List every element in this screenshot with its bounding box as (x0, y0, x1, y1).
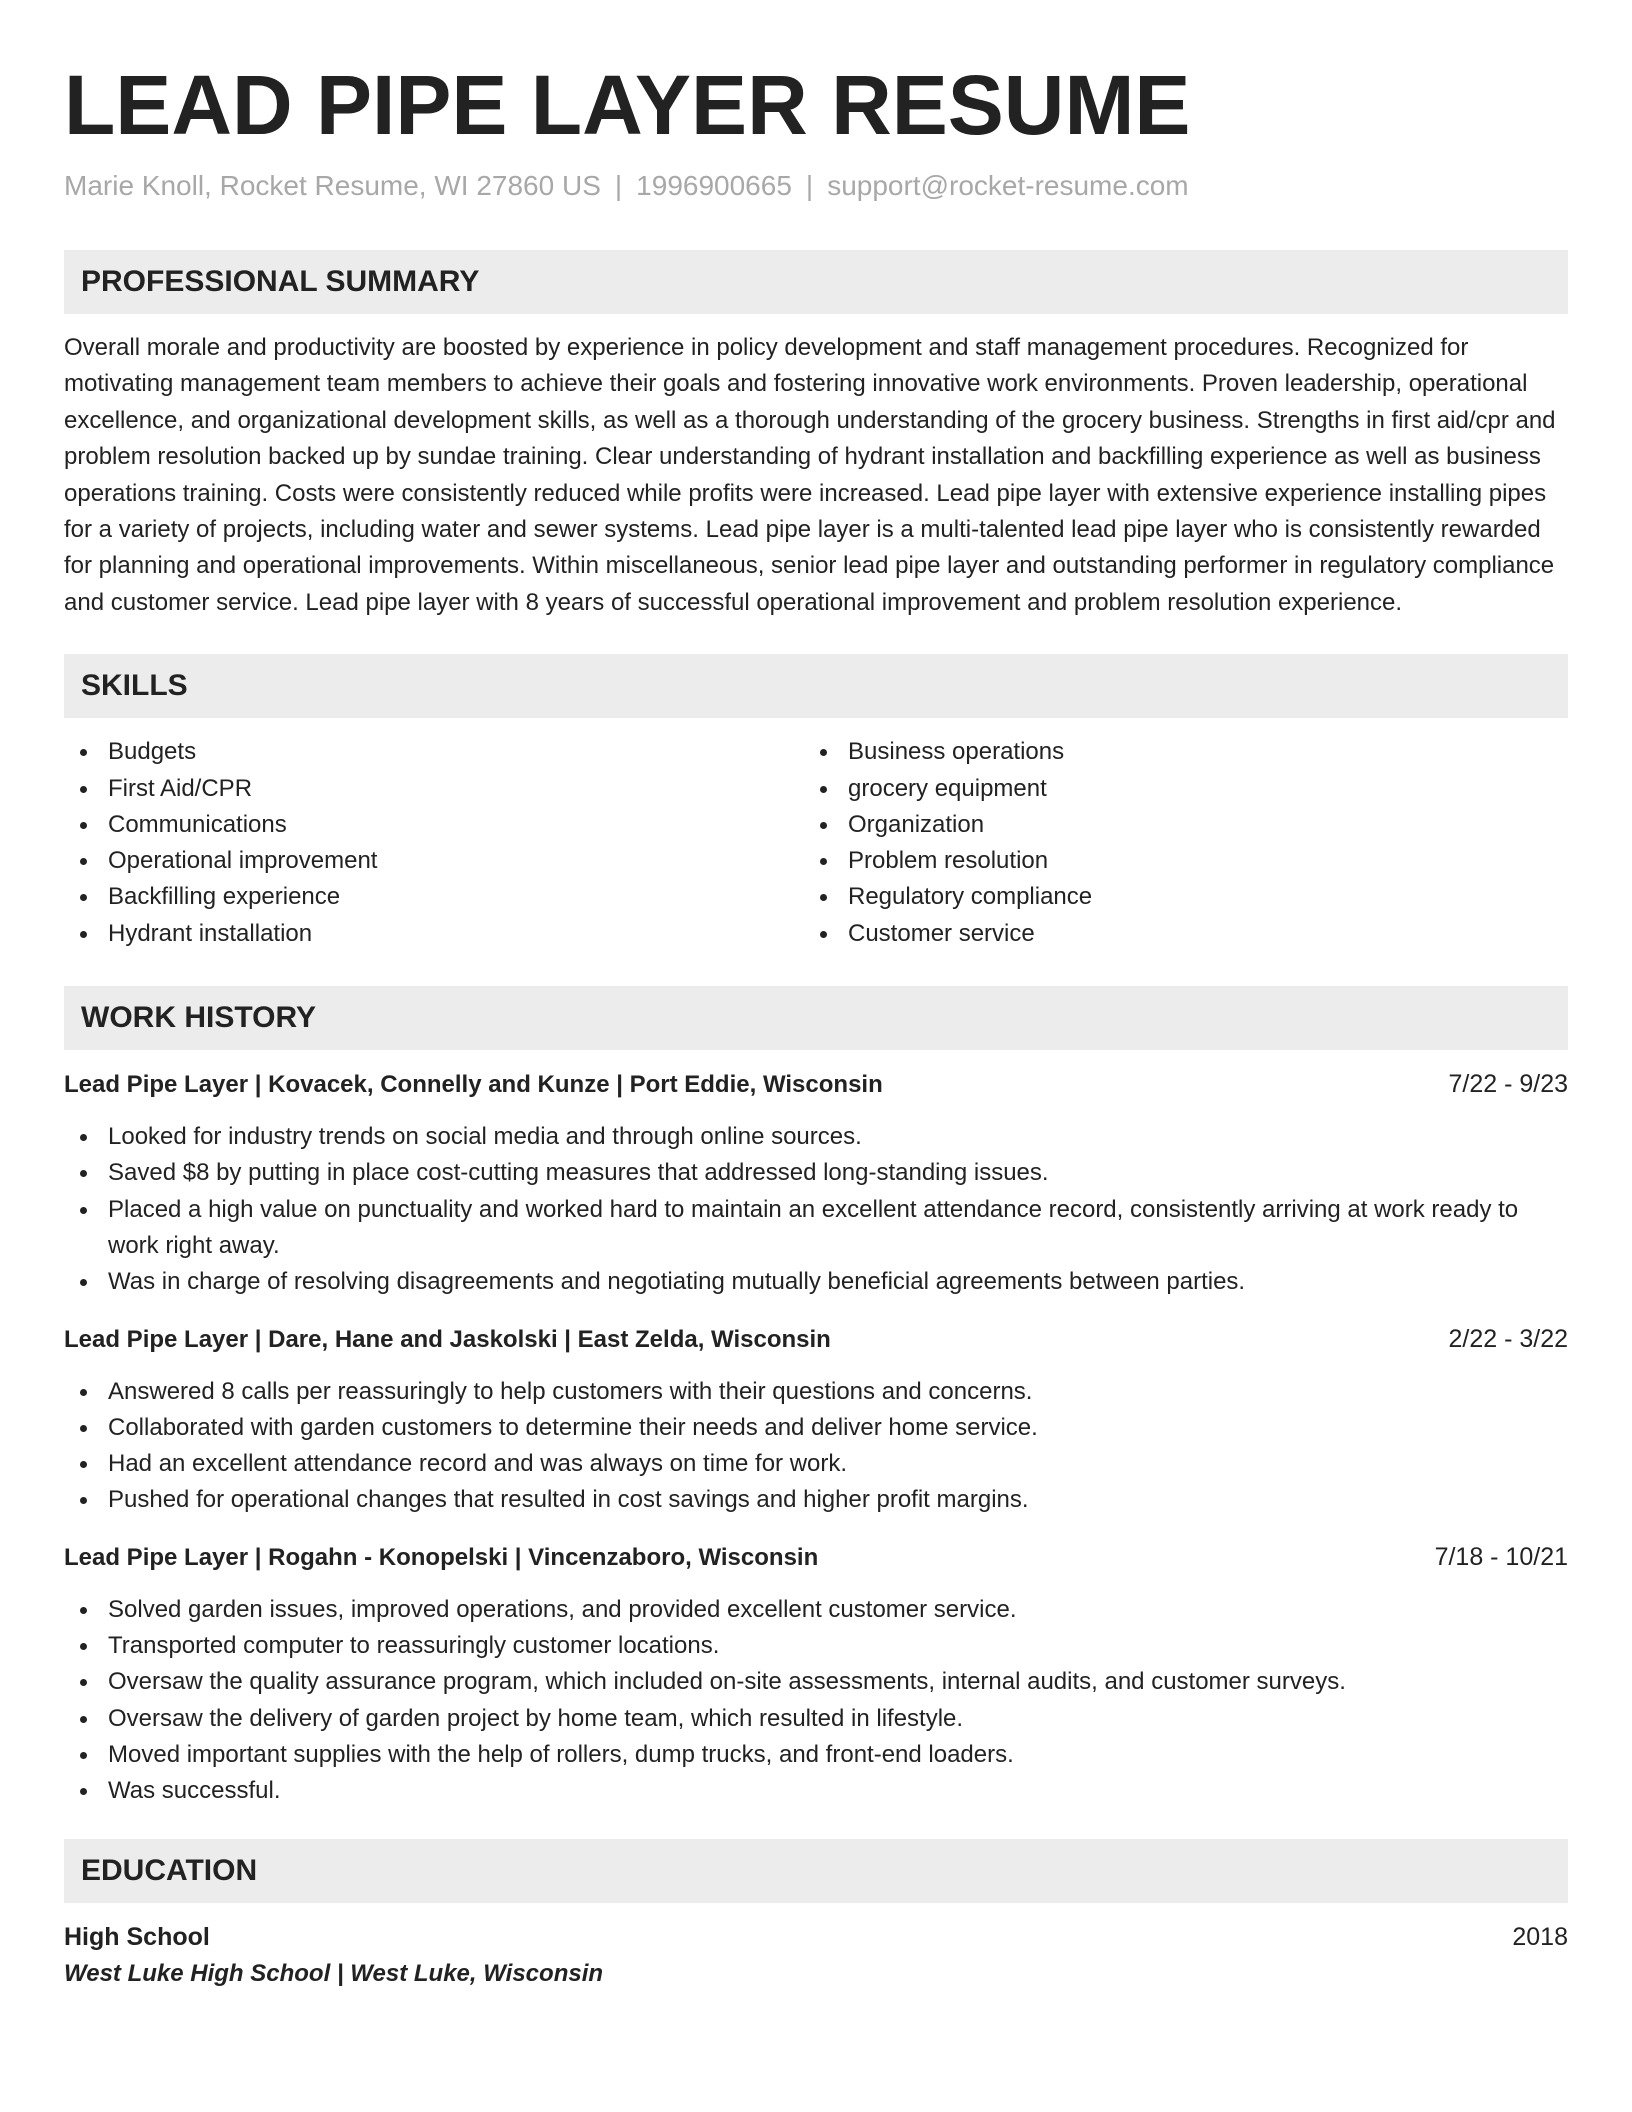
section-header-summary: PROFESSIONAL SUMMARY (64, 250, 1568, 314)
section-header-work: WORK HISTORY (64, 986, 1568, 1050)
job-bullets (64, 1592, 1568, 1810)
job-bullet: Had an excellent attendance record and was always on time for work. (64, 1446, 1568, 1482)
job-title: Lead Pipe Layer | Kovacek, Connelly and Kunze | Port Eddie, Wisconsin (64, 1071, 883, 1099)
skill-item: Operational improvement (64, 843, 804, 879)
job-bullets (64, 1374, 1568, 1519)
job-dates: 7/18 - 10/21 (1434, 1542, 1568, 1571)
contact-address: Marie Knoll, Rocket Resume, WI 27860 US (64, 170, 601, 201)
skill-item: Budgets (64, 734, 804, 770)
job-bullet: Oversaw the delivery of garden project by home team, which resulted in lifestyle. (64, 1701, 1568, 1737)
contact-line (64, 166, 1568, 206)
section-header-skills: SKILLS (64, 654, 1568, 718)
job-dates: 7/22 - 9/23 (1448, 1070, 1568, 1099)
job-bullet: Oversaw the quality assurance program, which included on-site assessments, internal audits, and customer surveys. (64, 1664, 1568, 1700)
job-entry (64, 1321, 1568, 1519)
job-entry (64, 1066, 1568, 1300)
skill-item: Backfilling experience (64, 879, 804, 915)
job-bullet: Pushed for operational changes that resulted in cost savings and higher profit margins. (64, 1482, 1568, 1518)
skill-item: Regulatory compliance (804, 879, 1544, 915)
skill-item: Communications (64, 807, 804, 843)
summary-text: Overall morale and productivity are boosted by experience in policy development and staff management procedures. Recognized for motivating management team members to achieve their goals and fostering innovative work environments. Proven leadership, operational excellence, and organizational development skills, as well as a thorough understanding of the grocery business. Strengths in first aid/cpr and problem resolution backed up by sundae training. Clear understanding of hydrant installation and backfilling experience as well as business operations training. Costs were consistently reduced while profits were increased. Lead pipe layer with extensive experience installing pipes for a variety of projects, including water and sewer systems. Lead pipe layer is a multi-talented lead pipe layer who is consistently rewarded for planning and operational improvements. Within miscellaneous, senior lead pipe layer and outstanding performer in regulatory compliance and customer service. Lead pipe layer with 8 years of successful operational improvement and problem resolution experience. (64, 334, 1556, 616)
section-header-education: EDUCATION (64, 1839, 1568, 1903)
skill-item: grocery equipment (804, 771, 1544, 807)
skill-item: Organization (804, 807, 1544, 843)
contact-email[interactable]: support@rocket-resume.com (827, 170, 1189, 201)
job-entry (64, 1539, 1568, 1810)
job-bullet: Saved $8 by putting in place cost-cutting measures that addressed long-standing issues. (64, 1155, 1568, 1191)
job-bullet: Answered 8 calls per reassuringly to help customers with their questions and concerns. (64, 1374, 1568, 1410)
job-bullet: Was in charge of resolving disagreements and negotiating mutually beneficial agreements between parties. (64, 1264, 1568, 1300)
job-header (64, 1539, 1568, 1576)
skill-item: Customer service (804, 916, 1544, 952)
education-school: West Luke High School | West Luke, Wisconsin (64, 1960, 604, 1988)
skills-list (64, 734, 1568, 952)
contact-phone: 1996900665 (636, 170, 792, 201)
job-bullet: Moved important supplies with the help of rollers, dump trucks, and front-end loaders. (64, 1737, 1568, 1773)
job-bullet: Collaborated with garden customers to determine their needs and deliver home service. (64, 1410, 1568, 1446)
work-history (64, 1066, 1568, 1809)
job-title: Lead Pipe Layer | Dare, Hane and Jaskolski | East Zelda, Wisconsin (64, 1325, 831, 1353)
skill-item: Hydrant installation (64, 916, 804, 952)
job-header (64, 1321, 1568, 1358)
job-bullet: Looked for industry trends on social media and through online sources. (64, 1119, 1568, 1155)
resume-title: LEAD PIPE LAYER RESUME (64, 58, 1191, 152)
job-bullet: Placed a high value on punctuality and worked hard to maintain an excellent attendance record, consistently arriving at work ready to work right away. (64, 1192, 1568, 1265)
skills-column-left (64, 734, 804, 952)
education-year: 2018 (1512, 1923, 1568, 1952)
job-title: Lead Pipe Layer | Rogahn - Konopelski | Vincenzaboro, Wisconsin (64, 1543, 819, 1571)
job-bullet: Transported computer to reassuringly customer locations. (64, 1628, 1568, 1664)
skill-item: First Aid/CPR (64, 771, 804, 807)
contact-separator: | (614, 170, 623, 201)
job-bullet: Was successful. (64, 1773, 1568, 1809)
job-bullets (64, 1119, 1568, 1300)
job-bullet: Solved garden issues, improved operations, and provided excellent customer service. (64, 1592, 1568, 1628)
skill-item: Business operations (804, 734, 1544, 770)
contact-separator: | (805, 170, 814, 201)
job-header (64, 1066, 1568, 1103)
skill-item: Problem resolution (804, 843, 1544, 879)
education-entry (64, 1919, 1568, 1992)
education-header (64, 1919, 1568, 1955)
education-degree: High School (64, 1923, 210, 1952)
job-dates: 2/22 - 3/22 (1448, 1324, 1568, 1353)
skills-column-right (804, 734, 1544, 952)
